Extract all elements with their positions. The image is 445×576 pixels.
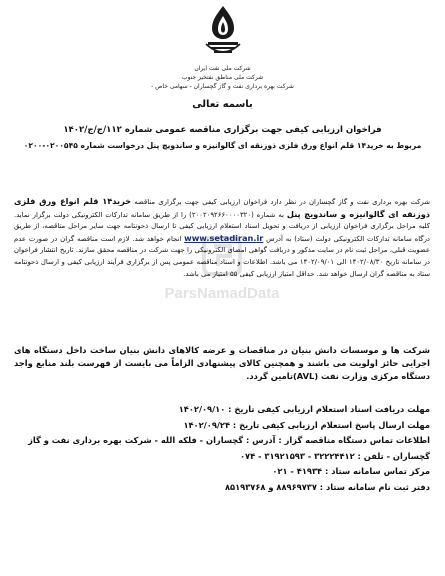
notice-subtitle: مربوط به خرید۱۴ قلم انواع ورق فلزی ذوزنقه ای گالوانیزه و ساندویچ پنل درخواست شماره ۰۲۰۰۵۴۵-۰۲۰۰ [23,141,422,150]
letterhead [0,4,445,151]
deadline-receive-documents: مهلت دریافت اسناد استعلام ارزیابی کیفی تاریخ : ۱۴۰۲/۰۹/۱۰ [178,404,430,414]
basmala-heading: باسمه تعالی [192,99,253,110]
notice-body [14,196,430,280]
setad-registration-office: دفتر ثبت نام سامانه ستاد : ۸۸۹۶۹۷۳۷ و ۸۵۱۹۳۷۶۸ [224,481,430,492]
contact-phone: گچساران - تلفن : ۳۲۲۲۴۴۱۲ - ۳۱۹۲۱۵۹۳ - ۰۷۴ [239,450,430,461]
body-process: به شماره (۲۰۰۲۰۹۲۶۶۰۰۰۰۳۲۰) را از طریق سامانه تدارکات الکترونیکی دولت برگزار نماید. کلیه مراحل برگزاری فراخوان ارزیابی از دریافت و تحویل اسناد استعلام ارزیابی کیفی تا ارسال ذحونتامه جهت سایر مراحل مناقصه، از طریق درگاه سامانه تدارکات الکترونیکی دولت (ستاد) به آدرس [14,210,430,243]
body-intro: شرکت بهره برداری نفت و گاز گچساران در نظر دارد فراخوان ارزیابی کیفی جهت برگزاری مناقصه [131,198,430,206]
body-registration: انجام خواهد شد. لازم است مناقصه گران در صورت عدم عضویت قبلی، مراحل ثبت نام در سایت مذکور و دریافت گواهی امضای الکترونیکی را جهت شرکت در مناقصه محقق سازند. تاریخ انتشار فراخوان در سامانه تاریخ ۱۴۰۲/۰۸/۳۰ الی ۱۴۰۲/۰۹/۰۱ می باشد. اطلاعات و اسناد مناقصه عمومی پس از برگزاری فرآیند ارزیابی کیفی و ارسال ذحونتامه ستاد به مناقصه گران ارسال خواهد شد. حداقل امتیاز ارزیابی کیفی ۵۵ امتیاز می باشد. [14,234,430,278]
body-item-description: خرید۱۴ قلم انواع ورق فلزی ذوزنقه ای گالوانیزه و ساندویچ پنل [14,196,430,219]
nioc-logo-icon [202,4,244,64]
org-name-nisoc: شرکت ملی مناطق نفتخیز جنوب [181,74,264,81]
contact-address: اطلاعات تماس دستگاه مناقصه گزار : آدرس : گچساران - فلکه الله - شرکت بهره برداری نفت و گاز [28,435,430,446]
watermark-text: ParsNamadData [164,285,280,302]
deadline-send-response: مهلت ارسال پاسخ استعلام ارزیابی کیفی تاریخ : ۱۴۰۲/۰۹/۲۴ [183,419,430,430]
deadlines-and-contacts [14,402,430,496]
knowledge-based-priority-paragraph: شرکت ها و موسسات دانش بنیان در مناقصات و عرضه کالاهای دانش بنیان ساخت داخل دستگاه های اجرایی حائز اولویت می باشند و همچنین کالای پیشنهادی الزاماً می بایست از فهرست بلند منابع واجد دستگاه مرکزی وزارت نفت (AVL)تامین گردد. [14,345,430,382]
org-name-gachsaran: شرکت بهره برداری نفت و گاز گچساران - سهامی خاص - [151,83,294,90]
org-name-nioc: شرکت ملی نفت ایران [194,65,251,72]
notice-title: فراخوان ارزیابی کیفی جهت برگزاری مناقصه عمومی شماره ۱۱۲/ج/ج/۱۴۰۲ [63,125,382,135]
setad-support-center: مرکز تماس سامانه ستاد : ۴۱۹۳۴ - ۰۲۱ [272,466,430,477]
setad-website-link[interactable]: www.setadiran.ir [184,232,264,243]
